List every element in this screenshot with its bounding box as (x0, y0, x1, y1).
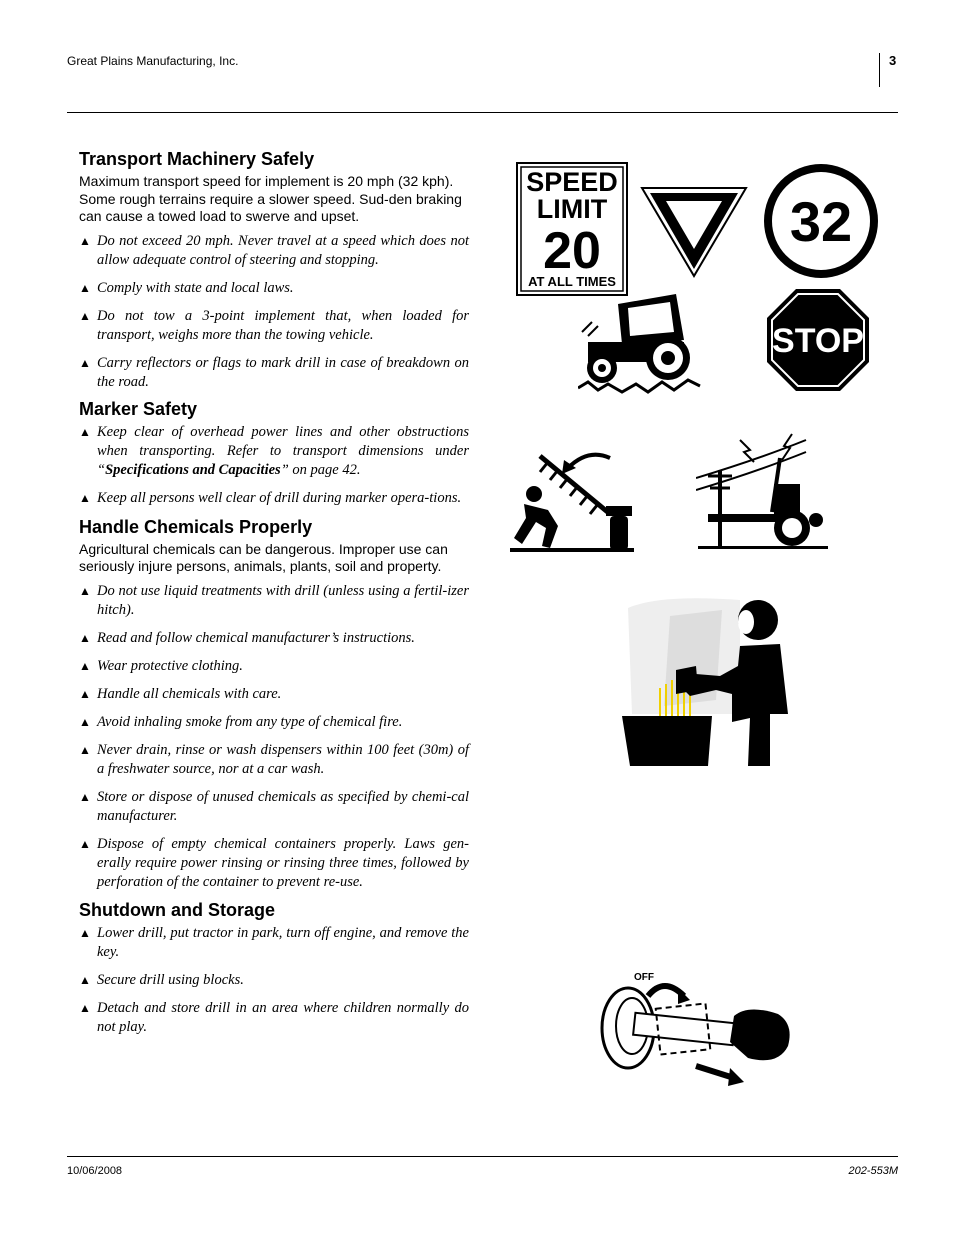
bullet-triangle-icon: ▲ (79, 233, 91, 248)
shutdown-list (79, 924, 469, 1037)
speed-limit-sign-icon (516, 162, 628, 296)
section-title-marker: Marker Safety (79, 398, 198, 419)
header-rule (67, 112, 898, 113)
section-chemicals (79, 516, 469, 892)
bullet-triangle-icon: ▲ (79, 742, 91, 757)
header-divider (879, 53, 880, 87)
bullet-triangle-icon: ▲ (79, 714, 91, 729)
chemicals-list (79, 582, 469, 892)
footer-date: 10/06/2008 (67, 1165, 123, 1177)
speed-sign-line3: AT ALL TIMES (528, 274, 616, 289)
bullet-triangle-icon: ▲ (79, 836, 91, 851)
stop-sign-icon (766, 288, 870, 392)
chemicals-intro: Agricultural chemicals can be dangerous. Improper use can seriously injure persons, animals, plants, soil and property. (79, 540, 448, 574)
list-item: ▲ Store or dispose of unused chemicals as specified by chemi-cal manufacturer. (79, 788, 469, 824)
list-item: ▲ Do not use liquid treatments with drill (unless using a fertil-izer hitch). (79, 582, 469, 618)
list-item: ▲ Keep all persons well clear of drill during marker opera-tions. (79, 489, 462, 506)
yield-sign-icon (640, 186, 748, 278)
text-column (79, 148, 469, 1046)
bullet-triangle-icon: ▲ (79, 280, 91, 295)
footer-doc-number: 202-553M (848, 1165, 898, 1177)
bullet-triangle-icon: ▲ (79, 1000, 91, 1015)
ignition-label: OFF (634, 972, 654, 983)
marker-hazard-icon (510, 448, 634, 554)
speed-sign-number: 20 (543, 222, 601, 280)
bullet-triangle-icon: ▲ (79, 686, 91, 701)
round-sign-number: 32 (789, 190, 853, 253)
bullet-triangle-icon: ▲ (79, 658, 91, 673)
list-item: ▲ Handle all chemicals with care. (79, 685, 282, 702)
marker-list (79, 423, 469, 508)
section-title-shutdown: Shutdown and Storage (79, 899, 275, 920)
list-item: ▲ Do not tow a 3-point implement that, when loaded for transport, weighs more than the towing vehicle. (79, 307, 469, 343)
page-number: 3 (889, 53, 897, 68)
stop-sign-text: STOP (772, 322, 864, 360)
bullet-triangle-icon: ▲ (79, 789, 91, 804)
list-item: ▲ Dispose of empty chemical containers properly. Laws gen-erally require power rinsing or rinsing three times, followed by perforation of the container to prevent re-use. (79, 835, 469, 890)
speed-sign-line1: SPEED (526, 167, 618, 197)
list-item: ▲ Carry reflectors or flags to mark drill in case of breakdown on the road. (79, 354, 469, 390)
bullet-triangle-icon: ▲ (79, 355, 91, 370)
bullet-triangle-icon: ▲ (79, 630, 91, 645)
section-transport (79, 148, 469, 392)
header-company: Great Plains Manufacturing, Inc. (67, 54, 239, 68)
list-item: ▲ Read and follow chemical manufacturer’s instructions. (79, 629, 415, 646)
list-item: ▲ Wear protective clothing. (79, 657, 243, 674)
speed-32-sign-icon (762, 162, 880, 280)
list-item: ▲ Do not exceed 20 mph. Never travel at a speed which does not allow adequate control of steering and stopping. (79, 232, 469, 268)
speed-sign-line2: LIMIT (536, 194, 608, 224)
bullet-triangle-icon: ▲ (79, 308, 91, 323)
bullet-triangle-icon: ▲ (79, 925, 91, 940)
spec-reference[interactable]: Specifications and Capacities (105, 461, 281, 478)
section-marker (79, 398, 469, 508)
bullet-triangle-icon: ▲ (79, 583, 91, 598)
section-title-chemicals: Handle Chemicals Properly (79, 516, 313, 537)
list-item: ▲ Never drain, rinse or wash dispensers within 100 feet (30m) of a freshwater source, nor at a car wash. (79, 741, 469, 777)
tractor-rough-terrain-icon (578, 292, 702, 400)
ignition-key-off-icon (598, 966, 800, 1090)
bullet-triangle-icon: ▲ (79, 424, 91, 439)
bullet-triangle-icon: ▲ (79, 490, 91, 505)
transport-intro: Maximum transport speed for implement is 20 mph (32 kph). Some rough terrains require a slower speed. Sud-den braking can cause a towed load to swerve and upset. (79, 173, 462, 224)
chemical-protection-icon (620, 594, 792, 770)
list-item: ▲ Comply with state and local laws. (79, 279, 294, 296)
footer-rule (67, 1156, 898, 1157)
list-item: ▲ Lower drill, put tractor in park, turn off engine, and remove the key. (79, 924, 469, 960)
list-item: ▲ Avoid inhaling smoke from any type of chemical fire. (79, 713, 403, 730)
list-item: ▲ Keep clear of overhead power lines and other obstructions when transporting. Refer to transport dimensions under “Specifications and Capacities” on page 42. (79, 423, 469, 478)
section-shutdown (79, 899, 469, 1037)
section-title-transport: Transport Machinery Safely (79, 149, 315, 169)
bullet-triangle-icon: ▲ (79, 972, 91, 987)
list-item: ▲ Secure drill using blocks. (79, 971, 244, 988)
transport-list (79, 232, 469, 392)
power-line-hazard-icon (696, 430, 832, 552)
list-item: ▲ Detach and store drill in an area where children normally do not play. (79, 999, 469, 1035)
